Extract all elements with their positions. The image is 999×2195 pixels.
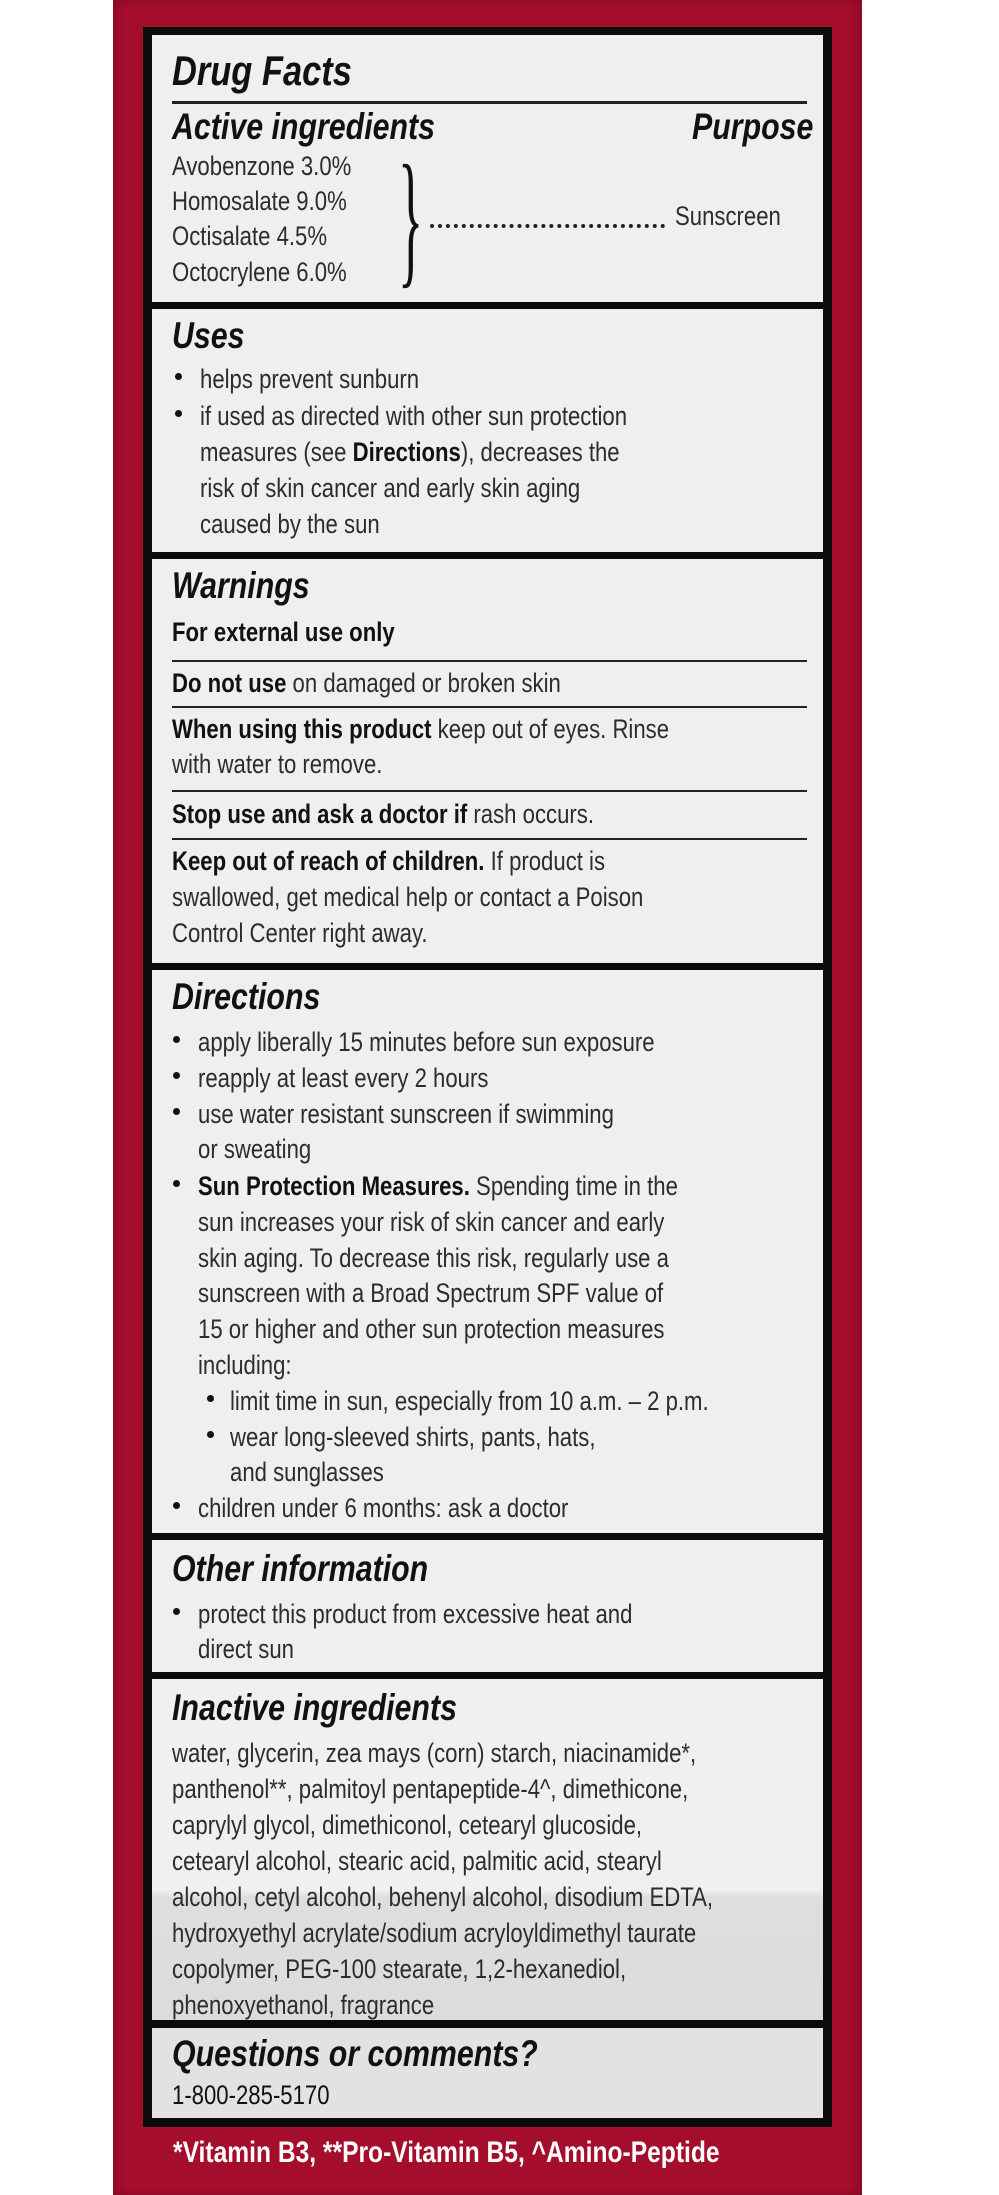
spm-line-4: sunscreen with a Broad Spectrum SPF value of <box>198 1278 664 1308</box>
directions-item-1: apply liberally 15 minutes before sun exposure <box>198 1027 655 1057</box>
uses-item-2-line-3: risk of skin cancer and early skin aging <box>200 473 581 503</box>
ingredient-octocrylene: Octocrylene 6.0% <box>172 257 347 287</box>
drug-facts-title: Drug Facts <box>172 47 352 94</box>
title-rule <box>172 101 807 104</box>
sub-item-2-cont: and sunglasses <box>230 1457 384 1487</box>
keep-out-line-2: swallowed, get medical help or contact a Poison <box>172 882 644 912</box>
warnings-heading: Warnings <box>172 565 310 606</box>
dotted-leader <box>430 224 665 228</box>
inactive-line-7: copolymer, PEG-100 stearate, 1,2-hexanediol, <box>172 1954 627 1984</box>
uses-item-1: helps prevent sunburn <box>200 364 420 394</box>
bullet-icon <box>173 1502 180 1509</box>
section-inactive-ingredients <box>152 1679 823 2020</box>
bullet-icon <box>175 410 182 417</box>
bullet-icon <box>173 1036 180 1043</box>
active-ingredients-heading: Active ingredients <box>172 106 436 147</box>
keep-out-line-3: Control Center right away. <box>172 918 428 948</box>
do-not-use: Do not use on damaged or broken skin <box>172 668 561 698</box>
spm-line-5: 15 or higher and other sun protection measures <box>198 1314 665 1344</box>
inactive-line-6: hydroxyethyl acrylate/sodium acryloyldimethyl taurate <box>172 1918 697 1948</box>
section-directions <box>152 970 823 1533</box>
sub-item-1: limit time in sun, especially from 10 a.m. – 2 p.m. <box>230 1386 709 1416</box>
uses-item-2-line-2: measures (see Directions), decreases the <box>200 437 620 467</box>
bullet-icon <box>173 1608 180 1615</box>
directions-reference: Directions <box>352 437 461 467</box>
phone-number: 1-800-285-5170 <box>172 2080 330 2110</box>
keep-out-line-1: Keep out of reach of children. If product is <box>172 846 606 876</box>
warnings-rule <box>172 660 807 662</box>
inactive-line-1: water, glycerin, zea mays (corn) starch, niacinamide*, <box>172 1738 697 1768</box>
warnings-rule <box>172 706 807 708</box>
spm-line-1: Sun Protection Measures. Spending time in the <box>198 1171 678 1201</box>
stop-use: Stop use and ask a doctor if rash occurs. <box>172 799 595 829</box>
when-using-line-1: When using this product keep out of eyes. Rinse <box>172 714 670 744</box>
inactive-line-2: panthenol**, palmitoyl pentapeptide-4^, dimethicone, <box>172 1774 689 1804</box>
warnings-rule <box>172 790 807 792</box>
directions-item-3-cont: or sweating <box>198 1134 312 1164</box>
uses-heading: Uses <box>172 315 245 356</box>
other-line-2: direct sun <box>198 1634 294 1664</box>
sub-item-2: wear long-sleeved shirts, pants, hats, <box>230 1422 596 1452</box>
brace-icon: } <box>398 135 424 301</box>
sub-bullet-icon <box>207 1395 214 1402</box>
directions-children: children under 6 months: ask a doctor <box>198 1493 569 1523</box>
other-line-1: protect this product from excessive heat and <box>198 1599 633 1629</box>
inactive-line-5: alcohol, cetyl alcohol, behenyl alcohol, disodium EDTA, <box>172 1882 714 1912</box>
sub-bullet-icon <box>207 1431 214 1438</box>
uses-item-2-line-4: caused by the sun <box>200 509 380 539</box>
section-uses <box>152 309 823 552</box>
bullet-icon <box>175 373 182 380</box>
directions-item-3: use water resistant sunscreen if swimming <box>198 1099 614 1129</box>
ingredient-octisalate: Octisalate 4.5% <box>172 221 328 251</box>
spm-line-3: skin aging. To decrease this risk, regularly use a <box>198 1243 669 1273</box>
purpose-heading: Purpose <box>692 106 814 147</box>
purpose-sunscreen: Sunscreen <box>675 201 781 231</box>
inactive-line-4: cetearyl alcohol, stearic acid, palmitic acid, stearyl <box>172 1846 662 1876</box>
bullet-icon <box>173 1072 180 1079</box>
inactive-line-8: phenoxyethanol, fragrance <box>172 1990 435 2020</box>
questions-heading: Questions or comments? <box>172 2033 538 2074</box>
directions-item-2: reapply at least every 2 hours <box>198 1063 489 1093</box>
spm-line-6: including: <box>198 1350 292 1380</box>
inactive-ingredients-heading: Inactive ingredients <box>172 1687 457 1728</box>
inactive-line-3: caprylyl glycol, dimethiconol, cetearyl glucoside, <box>172 1810 643 1840</box>
section-questions <box>152 2028 823 2118</box>
uses-item-2-line-1: if used as directed with other sun protection <box>200 401 628 431</box>
external-use-only: For external use only <box>172 617 395 647</box>
footnote: *Vitamin B3, **Pro-Vitamin B5, ^Amino-Peptide <box>173 2136 720 2169</box>
when-using-line-2: with water to remove. <box>172 749 383 779</box>
warnings-rule <box>172 838 807 840</box>
ingredient-homosalate: Homosalate 9.0% <box>172 186 347 216</box>
bullet-icon <box>173 1108 180 1115</box>
ingredient-avobenzone: Avobenzone 3.0% <box>172 151 352 181</box>
section-active-ingredients <box>152 35 823 302</box>
spm-line-2: sun increases your risk of skin cancer and early <box>198 1207 665 1237</box>
section-warnings <box>152 559 823 963</box>
section-other-information <box>152 1540 823 1672</box>
bullet-icon <box>173 1180 180 1187</box>
other-information-heading: Other information <box>172 1548 429 1589</box>
directions-heading: Directions <box>172 976 321 1017</box>
